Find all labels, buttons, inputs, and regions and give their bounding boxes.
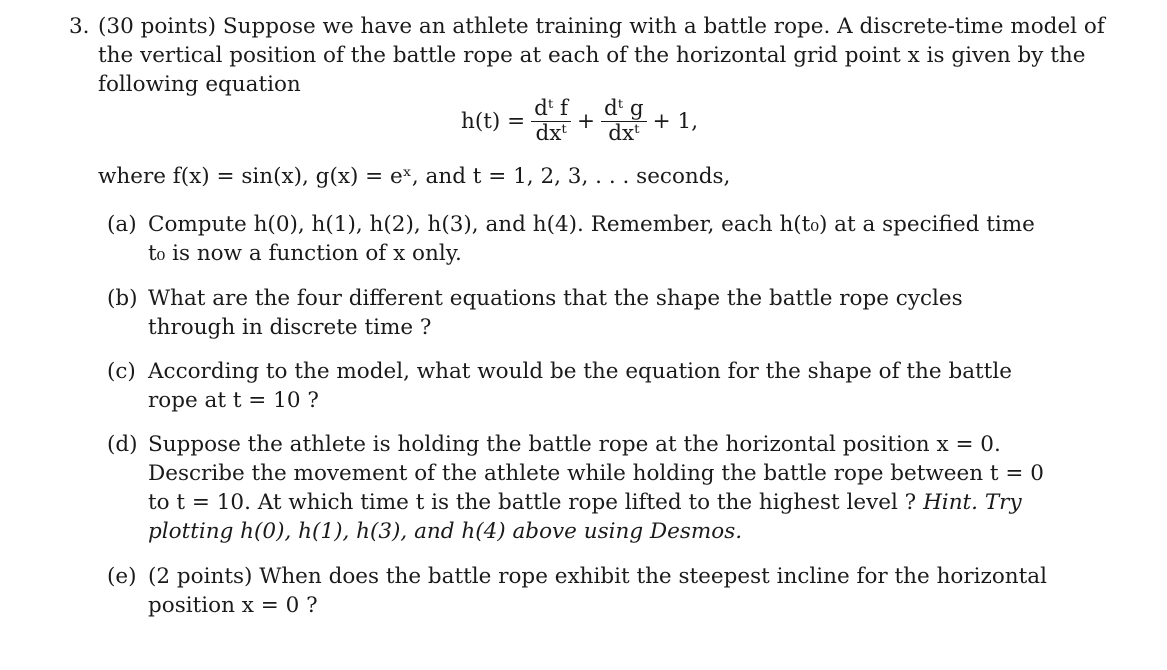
part-c-label: (c): [107, 359, 136, 384]
part-c-text: According to the model, what would be the equation for the shape of the battle rope at t = 10 ?: [148, 359, 1012, 413]
part-e-label: (e): [107, 564, 137, 589]
part-a: [107, 210, 1047, 268]
fraction-g: [601, 97, 647, 146]
fraction-g-numerator: dᵗ g: [601, 97, 647, 122]
equation-lhs: h(t) =: [461, 109, 526, 134]
fraction-f-denominator: dxᵗ: [535, 121, 567, 146]
part-e-text: (2 points) When does the battle rope exhibit the steepest incline for the horizontal position x = 0 ?: [148, 564, 1047, 618]
equation-plus: +: [576, 109, 595, 134]
fraction-g-denominator: dxᵗ: [608, 121, 640, 146]
part-b-label: (b): [107, 286, 138, 311]
problem-number: 3.: [69, 14, 90, 39]
part-c: [107, 357, 1047, 415]
where-clause: where f(x) = sin(x), g(x) = eˣ, and t = 1, 2, 3, . . . seconds,: [98, 164, 731, 189]
part-e: [107, 562, 1047, 620]
part-b-text: What are the four different equations that the shape the battle rope cycles through in discrete time ?: [148, 286, 963, 340]
part-d: [107, 430, 1047, 546]
fraction-f: [531, 97, 571, 146]
part-d-text: Suppose the athlete is holding the battle rope at the horizontal position x = 0. Describe the movement of the athlete while holding the battle rope between t = 0 to t = 10. At which time t is the battle rope lifted to the highest level ?: [148, 432, 1044, 515]
part-d-body: [148, 430, 1047, 546]
part-b: [107, 284, 1047, 342]
part-a-label: (a): [107, 212, 137, 237]
problem-3: [69, 12, 1109, 618]
part-a-text: Compute h(0), h(1), h(2), h(3), and h(4). Remember, each h(t₀) at a specified time t₀ is now a function of x only.: [148, 212, 1035, 266]
fraction-f-numerator: dᵗ f: [531, 97, 571, 122]
equation-h-of-t: [461, 97, 698, 146]
part-d-label: (d): [107, 432, 138, 457]
problem-intro: (30 points) Suppose we have an athlete training with a battle rope. A discrete-time model of the vertical position of the battle rope at each of the horizontal grid point x is given by the following equation: [98, 14, 1105, 97]
equation-tail: + 1,: [652, 109, 699, 134]
part-d-hint: Hint. Try plotting h(0), h(1), h(3), and h(4) above using Desmos.: [148, 490, 1022, 544]
